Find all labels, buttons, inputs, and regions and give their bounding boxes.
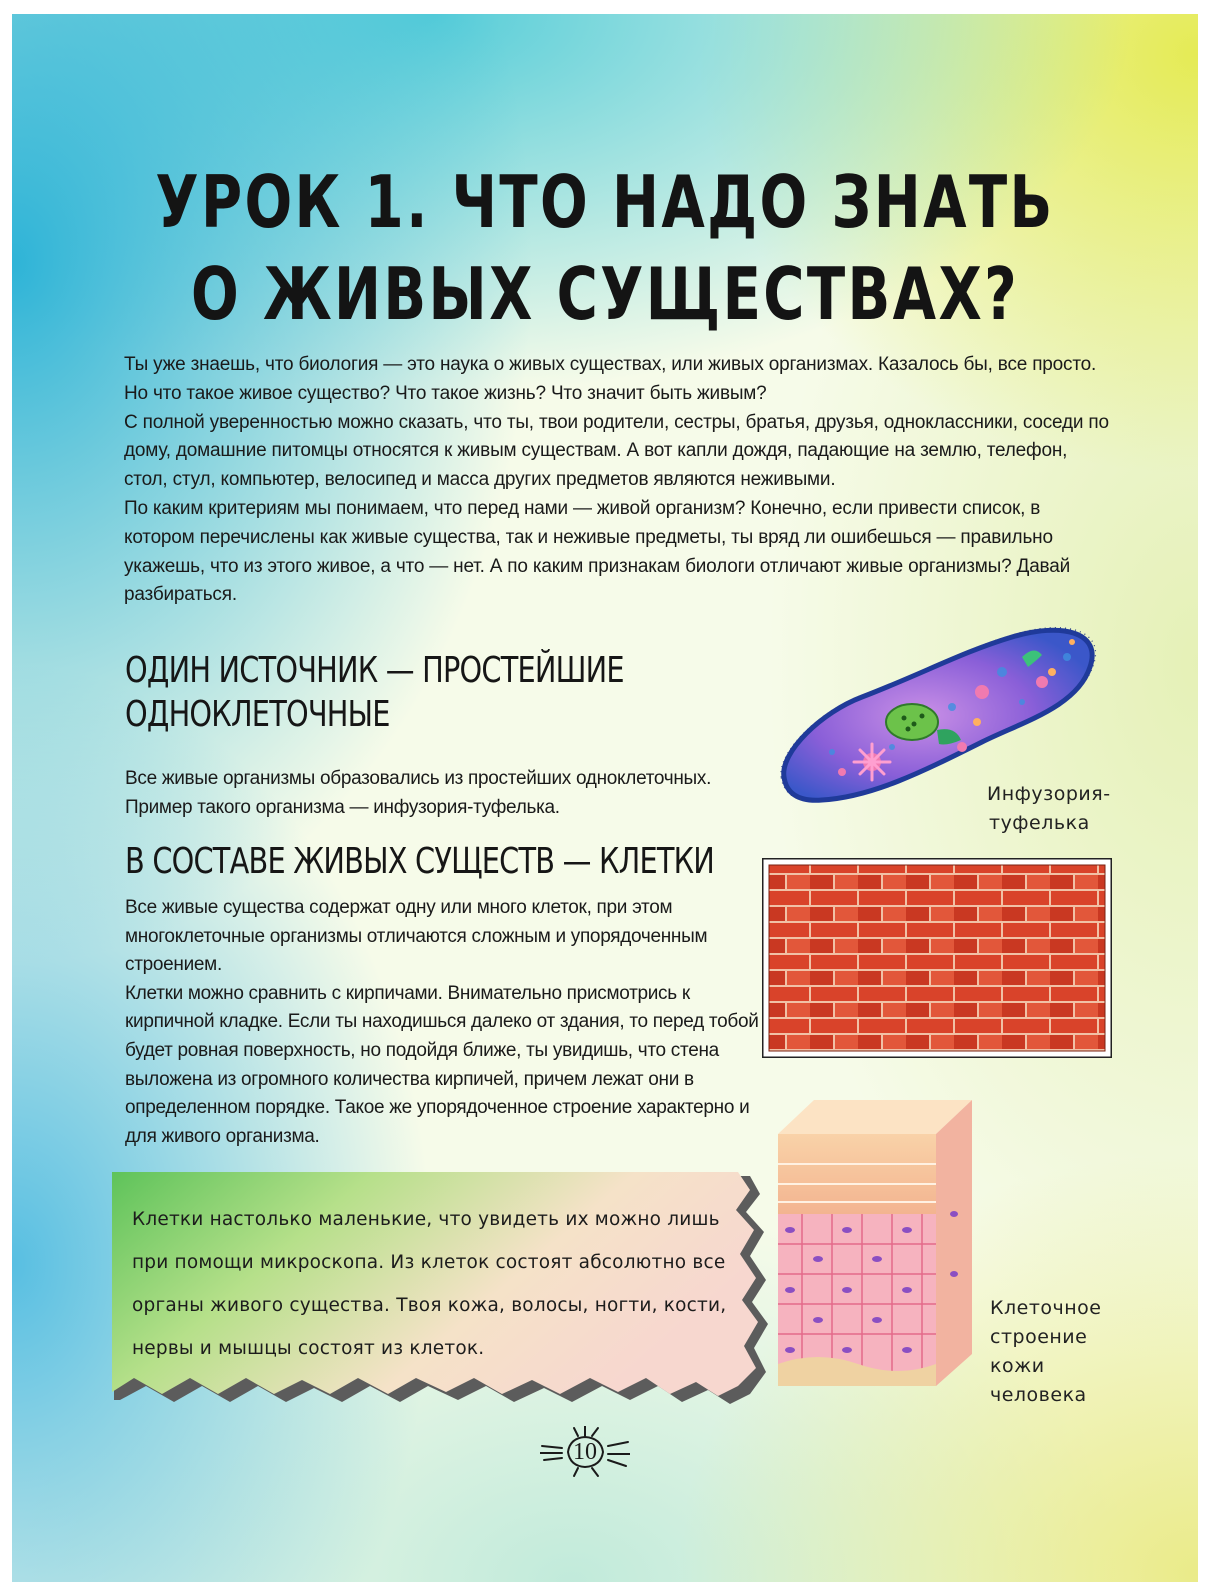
section1-heading-line1: ОДИН ИСТОЧНИК — ПРОСТЕЙШИЕ — [125, 650, 624, 691]
lesson-title-line1: УРОК 1. ЧТО НАДО ЗНАТЬ — [155, 160, 1055, 244]
paramecium-caption-line2: туфелька — [989, 812, 1090, 834]
note-text: Клетки настолько маленькие, что увидеть их можно лишь при помощи микроскопа. Из клеток состоят абсолютно все органы живого существа. Твоя кожа, волосы, ногти, кости, нервы и мышцы состоят из клеток. — [132, 1209, 727, 1359]
note-box — [110, 1172, 770, 1407]
section1-text — [125, 765, 765, 822]
book-page — [12, 14, 1198, 1582]
section2-paragraph-1: Все живые существа содержат одну или много клеток, при этом многоклеточные организмы отличаются сложным и упорядоченным строением. — [125, 897, 708, 976]
lesson-title-line2: О ЖИВЫХ СУЩЕСТВАХ? — [190, 252, 1019, 336]
paramecium-caption-line1: Инфузория- — [987, 783, 1111, 805]
intro-paragraph-2: С полной уверенностью можно сказать, что ты, твои родители, сестры, братья, друзья, одноклассники, соседи по дому, домашние питомцы относятся к живым существам. А вот капли дождя, падающие на землю, телефон, стол, стул, компьютер, велосипед и масса других предметов являются неживыми. — [124, 411, 1109, 491]
brick-wall-image — [762, 858, 1112, 1058]
section1-heading-line2: ОДНОКЛЕТОЧНЫЕ — [125, 694, 390, 735]
section2-paragraph-2: Клетки можно сравнить с кирпичами. Внимательно присмотрись к кирпичной кладке. Если ты находишься далеко от здания, то перед тобой будет ровная поверхность, но подойдя ближе, ты увидишь, что стена выложена из огромного количества кирпичей, причем лежат они в определенном порядке. Такое же упорядоченное строение характерно и для живого организма. — [125, 982, 759, 1147]
page-number-badge — [540, 1426, 630, 1478]
note-text-block — [132, 1198, 752, 1370]
section1-heading — [125, 649, 624, 737]
section2-heading: В СОСТАВЕ ЖИВЫХ СУЩЕСТВ — КЛЕТКИ — [125, 841, 715, 882]
skin-caption-line4: человека — [990, 1384, 1087, 1406]
skin-caption-line2: строение — [990, 1326, 1088, 1348]
intro-text — [124, 351, 1114, 610]
section2-text — [125, 894, 765, 1151]
lesson-title — [142, 156, 1067, 340]
section1-paragraph: Все живые организмы образовались из простейших одноклеточных. Пример такого организма — инфузория-туфелька. — [125, 768, 712, 818]
paramecium-caption — [987, 780, 1127, 838]
page-number: 10 — [573, 1439, 597, 1465]
skin-cross-section-image — [772, 1094, 982, 1399]
intro-paragraph-1: Ты уже знаешь, что биология — это наука о живых существах, или живых организмах. Казалось бы, все просто. Но что такое живое существо? Что такое жизнь? Что значит быть живым? — [124, 354, 1097, 404]
paramecium-illustration — [772, 612, 1107, 807]
skin-caption-line3: кожи — [990, 1355, 1045, 1377]
skin-caption — [990, 1294, 1110, 1410]
skin-caption-line1: Клеточное — [990, 1297, 1102, 1319]
intro-paragraph-3: По каким критериям мы понимаем, что перед нами — живой организм? Конечно, если привести список, в котором перечислены как живые существа, так и неживые предметы, ты вряд ли ошибешься — правильно укажешь, что из этого живое, а что — нет. А по каким признакам биологи отличают живые организмы? Давай разбираться. — [124, 497, 1071, 606]
